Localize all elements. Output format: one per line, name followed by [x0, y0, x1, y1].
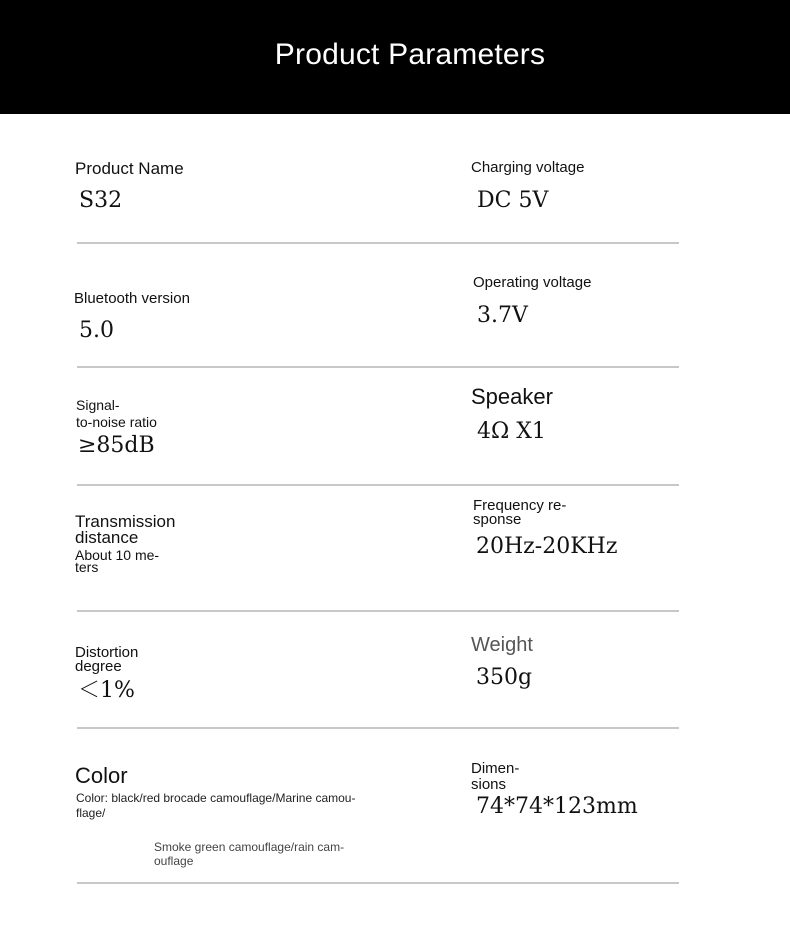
operating-voltage-label: Operating voltage — [473, 274, 592, 291]
color-value-line1: Color: black/red brocade camouflage/Marine camou- — [76, 791, 356, 805]
dimensions-label-line1: Dimen- — [471, 760, 520, 777]
color-value-line3: Smoke green camouflage/rain cam- — [154, 840, 345, 854]
operating-voltage-value: 3.7V — [477, 303, 528, 328]
charging-voltage-label: Charging voltage — [471, 159, 585, 176]
product-name-label: Product Name — [75, 159, 184, 178]
row-divider — [77, 242, 679, 244]
transmission-distance-value-line1: About 10 me- — [75, 547, 160, 563]
charging-voltage-value: DC 5V — [477, 188, 549, 213]
frequency-response-label-line2: sponse — [473, 511, 522, 528]
distortion-value: ＜1% — [78, 678, 135, 703]
transmission-distance-label-line2: distance — [75, 528, 139, 547]
dimensions-value: 74*74*123mm — [476, 794, 638, 819]
row-divider — [77, 484, 679, 486]
weight-value: 350g — [476, 665, 533, 690]
snr-label-line2: to-noise ratio — [76, 414, 157, 430]
row-divider — [77, 727, 679, 729]
distortion-label-line1: Distortion — [75, 644, 139, 661]
page-header — [0, 0, 790, 114]
bluetooth-version-value: 5.0 — [79, 318, 114, 343]
snr-label-line1: Signal- — [76, 397, 120, 413]
row-divider — [77, 882, 679, 884]
transmission-distance-label-line1: Transmission — [75, 512, 176, 531]
frequency-response-label-line1: Frequency re- — [473, 497, 567, 514]
page-title: Product Parameters — [274, 38, 546, 71]
snr-value: ≥85dB — [78, 433, 155, 458]
color-value-line4: ouflage — [154, 854, 194, 868]
row-divider — [77, 610, 679, 612]
color-label: Color — [75, 763, 128, 788]
product-name-value: S32 — [79, 188, 123, 213]
weight-label: Weight — [471, 634, 533, 656]
dimensions-label-line2: sions — [471, 776, 507, 793]
frequency-response-value: 20Hz-20KHz — [476, 534, 618, 559]
bluetooth-version-label: Bluetooth version — [74, 290, 190, 307]
color-value-line2: flage/ — [76, 806, 106, 820]
speaker-value: 4Ω X1 — [477, 419, 546, 444]
row-divider — [77, 366, 679, 368]
distortion-label-line2: degree — [75, 658, 122, 675]
speaker-label: Speaker — [471, 384, 553, 409]
transmission-distance-value-line2: ters — [75, 559, 99, 575]
